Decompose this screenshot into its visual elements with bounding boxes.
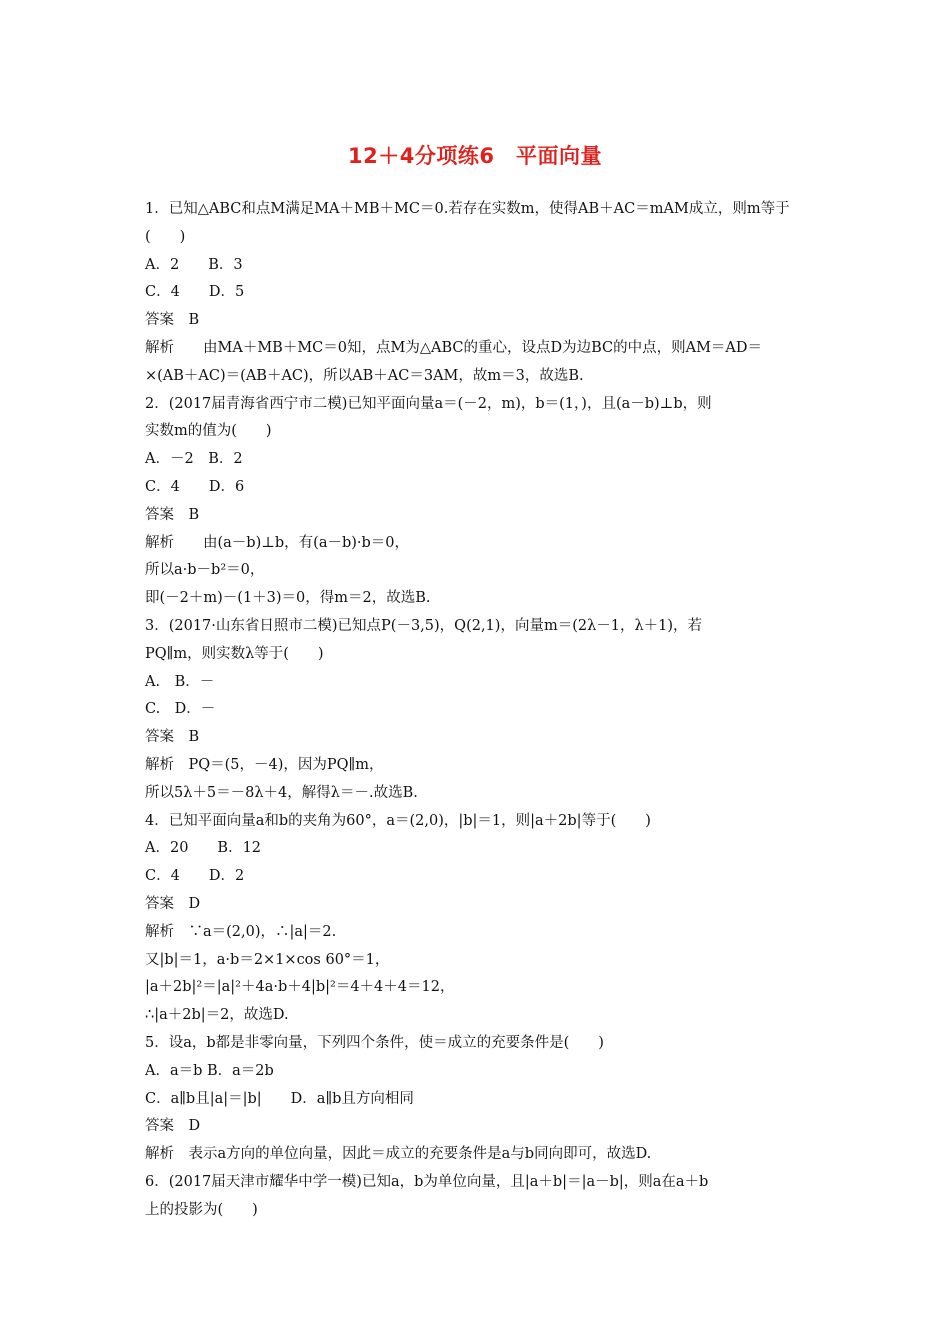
text-line: 答案 B (145, 312, 200, 329)
text-line: ×(AB＋AC)＝(AB＋AC)，所以AB＋AC＝3AM，故m＝3，故选B. (145, 367, 584, 384)
text-line: 答案 D (145, 1118, 201, 1135)
text-line: 1．已知△ABC和点M满足MA＋MB＋MC＝0.若存在实数m，使得AB＋AC＝mAM成立，则m等于 (145, 201, 790, 217)
text-line: |a＋2b|²＝|a|²＋4a·b＋4|b|²＝4＋4＋4＝12， (145, 979, 455, 996)
text-line: A. B．－ (145, 673, 215, 690)
text-line: C．a∥b且|a|＝|b| D．a∥b且方向相同 (145, 1090, 414, 1107)
text-line: A．－2 B．2 (145, 451, 243, 468)
text-line: 6．(2017届天津市耀华中学一模)已知a，b为单位向量，且|a＋b|＝|a－b|，则a在a＋b (145, 1173, 709, 1190)
text-line: 即(－2＋m)－(1＋3)＝0，得m＝2，故选B. (145, 590, 431, 607)
text-line: 解析 由MA＋MB＋MC＝0知，点M为△ABC的重心，设点D为边BC的中点，则AM＝AD＝ (145, 339, 763, 356)
text-line: 实数m的值为( ) (145, 423, 272, 440)
page-title: 12＋4分项练6 平面向量 (348, 144, 602, 168)
text-line: 解析 PQ＝(5，－4)，因为PQ∥m， (145, 756, 384, 773)
text-line: A．2 B．3 (145, 256, 243, 273)
text-line: 上的投影为( ) (145, 1201, 258, 1218)
text-line: 所以5λ＋5＝－8λ＋4，解得λ＝－.故选B. (145, 784, 418, 801)
text-line: ( ) (145, 228, 186, 245)
text-line: 答案 D (145, 895, 201, 912)
text-line: A．a＝b B．a＝2b (145, 1062, 274, 1079)
text-line: 3．(2017·山东省日照市二模)已知点P(－3,5)，Q(2,1)，向量m＝(2λ－1，λ＋1)，若 (145, 617, 703, 634)
text-line: 5．设a，b都是非零向量，下列四个条件，使＝成立的充要条件是( ) (145, 1034, 604, 1051)
text-line: PQ∥m，则实数λ等于( ) (145, 645, 324, 662)
text-line: C．4 D．6 (145, 478, 245, 495)
text-line: C. D．－ (145, 701, 216, 718)
text-line: C．4 D．2 (145, 868, 245, 885)
text-line: 解析 表示a方向的单位向量，因此＝成立的充要条件是a与b同向即可，故选D. (145, 1146, 652, 1163)
text-line: 解析 ∵a＝(2,0)，∴|a|＝2. (145, 923, 337, 940)
text-line: 又|b|＝1，a·b＝2×1×cos 60°＝1， (145, 951, 390, 968)
text-line: 答案 B (145, 729, 200, 746)
problem-list (145, 196, 815, 1224)
text-line: 答案 B (145, 506, 200, 523)
text-line: 2．(2017届青海省西宁市二模)已知平面向量a＝(－2，m)，b＝(1，)，且(a－b)⊥b，则 (145, 395, 712, 412)
text-line: C．4 D．5 (145, 284, 245, 301)
text-line: 所以a·b－b²＝0， (145, 562, 265, 579)
text-line: A．20 B．12 (145, 840, 262, 857)
text-line: 解析 由(a－b)⊥b，有(a－b)·b＝0， (145, 534, 410, 551)
text-line: ∴|a＋2b|＝2，故选D. (145, 1007, 289, 1024)
text-line: 4．已知平面向量a和b的夹角为60°，a＝(2,0)，|b|＝1，则|a＋2b|等于( ) (145, 812, 651, 829)
